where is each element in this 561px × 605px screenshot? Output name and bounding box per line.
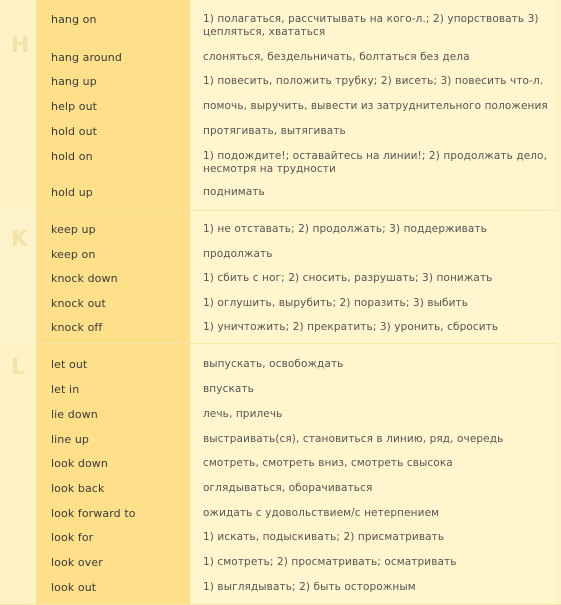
phrasal-verb: knock off bbox=[51, 321, 103, 334]
phrasal-verb: look down bbox=[51, 457, 108, 470]
phrasal-verb: lie down bbox=[51, 408, 98, 421]
verb-meaning: продолжать bbox=[203, 248, 273, 260]
phrasal-verb: look over bbox=[51, 556, 103, 569]
verb-meaning: слоняться, бездельничать, болтаться без дела bbox=[203, 51, 470, 63]
phrasal-verb: let in bbox=[51, 383, 80, 396]
verb-meaning: 1) выглядывать; 2) быть осторожным bbox=[203, 581, 416, 593]
section-letter: K bbox=[11, 227, 29, 252]
verb-meaning: 1) подождите!; оставайтесь на линии!; 2) продолжать дело, несмотря на трудности bbox=[203, 150, 548, 175]
verb-meaning: впускать bbox=[203, 383, 254, 395]
verb-meaning: смотреть, смотреть вниз, смотреть свысока bbox=[203, 457, 453, 469]
verb-meaning: 1) уничтожить; 2) прекратить; 3) уронить, сбросить bbox=[203, 321, 499, 333]
phrasal-verb: hold up bbox=[51, 186, 93, 199]
verb-meaning: оглядываться, оборачиваться bbox=[203, 482, 373, 494]
verb-meaning: выстраивать(ся), становиться в линию, ряд, очередь bbox=[203, 433, 504, 445]
section-divider bbox=[36, 210, 557, 211]
verb-meaning: помочь, выручить, вывести из затруднительного положения bbox=[203, 100, 548, 112]
section-letter: L bbox=[11, 355, 26, 380]
verb-meaning: 1) оглушить, вырубить; 2) поразить; 3) выбить bbox=[203, 297, 469, 309]
verb-meaning: ожидать с удовольствием/с нетерпением bbox=[203, 507, 440, 519]
phrasal-verb: hold out bbox=[51, 125, 98, 138]
phrasal-verb: hang on bbox=[51, 13, 97, 26]
section-divider bbox=[36, 343, 557, 344]
verb-meaning: 1) повесить, положить трубку; 2) висеть; 3) повесить что-л. bbox=[203, 75, 544, 87]
verb-meaning: протягивать, вытягивать bbox=[203, 125, 346, 137]
phrasal-verb: help out bbox=[51, 100, 98, 113]
verb-meaning: 1) сбить с ног; 2) сносить, разрушать; 3) понижать bbox=[203, 272, 493, 284]
phrasal-verb: look for bbox=[51, 531, 94, 544]
phrasal-verb: keep up bbox=[51, 223, 96, 236]
verb-meaning: выпускать, освобождать bbox=[203, 358, 344, 370]
phrasal-verb: knock down bbox=[51, 272, 118, 285]
phrasal-verb: look out bbox=[51, 581, 97, 594]
phrasal-verb: let out bbox=[51, 358, 88, 371]
phrasal-verb: knock out bbox=[51, 297, 106, 310]
verb-meaning: 1) полагаться, рассчитывать на кого-л.; 2) упорствовать 3) цепляться, хвататься bbox=[203, 13, 539, 38]
phrasal-verb: keep on bbox=[51, 248, 96, 261]
verb-meaning: 1) искать, подыскивать; 2) присматривать bbox=[203, 531, 445, 543]
phrasal-verb: hang around bbox=[51, 51, 122, 64]
phrasal-verb: look back bbox=[51, 482, 105, 495]
phrasal-verb: look forward to bbox=[51, 507, 136, 520]
verb-meaning: поднимать bbox=[203, 186, 265, 198]
section-letter: H bbox=[11, 33, 30, 58]
phrasal-verb: line up bbox=[51, 433, 90, 446]
verb-meaning: 1) не отставать; 2) продолжать; 3) поддерживать bbox=[203, 223, 487, 235]
phrasal-verb: hold on bbox=[51, 150, 93, 163]
verb-meaning: лечь, прилечь bbox=[203, 408, 283, 420]
phrasal-verb: hang up bbox=[51, 75, 97, 88]
verb-meaning: 1) смотреть; 2) просматривать; осматривать bbox=[203, 556, 457, 568]
